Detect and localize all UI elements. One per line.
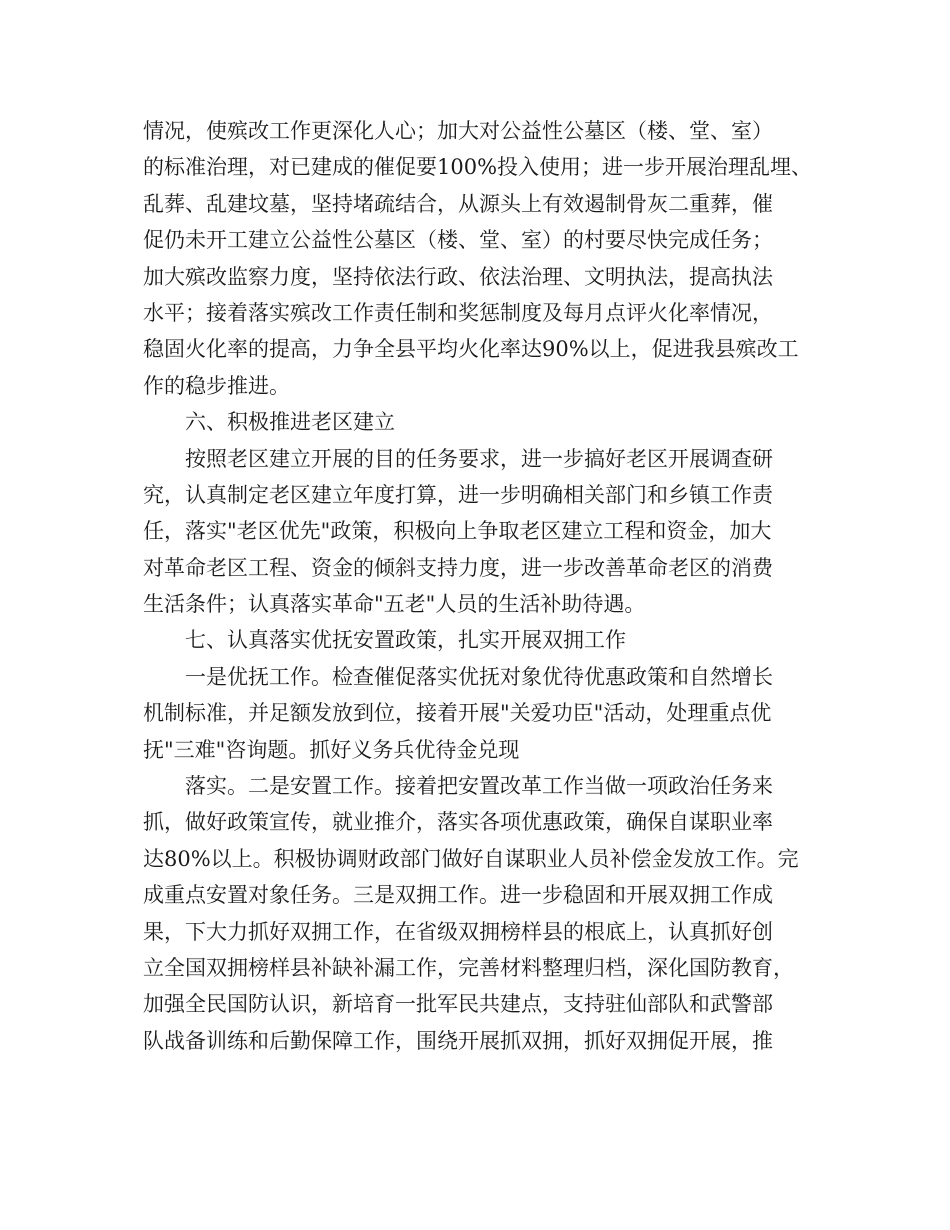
text-line: 达80%以上。积极协调财政部门做好自谋职业人员补偿金发放工作。完	[143, 846, 799, 871]
text-line: 队战备训练和后勤保障工作，围绕开展抓双拥，抓好双拥促开展，推	[143, 1028, 773, 1053]
text-line: 按照老区建立开展的目的任务要求，进一步搞好老区开展调查研	[185, 446, 773, 471]
text-line: 的标准治理，对已建成的催促要100%投入使用；进一步开展治理乱埋、	[143, 155, 813, 180]
text-line: 六、积极推进老区建立	[185, 410, 395, 435]
text-line: 一是优抚工作。检查催促落实优抚对象优待优惠政策和自然增长	[185, 664, 773, 689]
text-line: 乱葬、乱建坟墓，坚持堵疏结合，从源头上有效遏制骨灰二重葬，催	[143, 191, 773, 216]
text-line: 加强全民国防认识，新培育一批军民共建点，支持驻仙部队和武警部	[143, 992, 773, 1017]
text-line: 七、认真落实优抚安置政策，扎实开展双拥工作	[185, 628, 626, 653]
text-line: 情况，使殡改工作更深化人心；加大对公益性公墓区（楼、堂、室）	[143, 119, 773, 143]
text-line: 立全国双拥榜样县补缺补漏工作，完善材料整理归档，深化国防教育，	[143, 955, 794, 980]
text-line: 果，下大力抓好双拥工作，在省级双拥榜样县的根底上，认真抓好创	[143, 919, 773, 944]
text-line: 生活条件；认真落实革命"五老"人员的生活补助待遇。	[143, 592, 646, 617]
text-line: 对革命老区工程、资金的倾斜支持力度，进一步改善革命老区的消费	[143, 555, 773, 580]
text-line: 作的稳步推进。	[143, 373, 290, 398]
text-line: 落实。二是安置工作。接着把安置改革工作当做一项政治任务来	[185, 774, 773, 799]
text-line: 机制标准，并足额发放到位，接着开展"关爱功臣"活动，处理重点优	[143, 701, 772, 726]
text-line: 成重点安置对象任务。三是双拥工作。进一步稳固和开展双拥工作成	[143, 883, 773, 908]
text-line: 究，认真制定老区建立年度打算，进一步明确相关部门和乡镇工作责	[143, 482, 773, 507]
text-line: 抓，做好政策宣传，就业推介，落实各项优惠政策，确保自谋职业率	[143, 810, 773, 835]
text-line: 加大殡改监察力度，坚持依法行政、依法治理、文明执法，提高执法	[143, 264, 773, 289]
body-text	[143, 113, 823, 1059]
text-line: 稳固火化率的提高，力争全县平均火化率达90%以上，促进我县殡改工	[143, 337, 799, 362]
text-line: 促仍未开工建立公益性公墓区（楼、堂、室）的村要尽快完成任务；	[143, 228, 773, 253]
text-line: 水平；接着落实殡改工作责任制和奖惩制度及每月点评火化率情况，	[143, 300, 773, 325]
text-line: 任，落实"老区优先"政策，积极向上争取老区建立工程和资金，加大	[143, 519, 772, 544]
text-line: 抚"三难"咨询题。抓好义务兵优待金兑现	[143, 737, 520, 762]
